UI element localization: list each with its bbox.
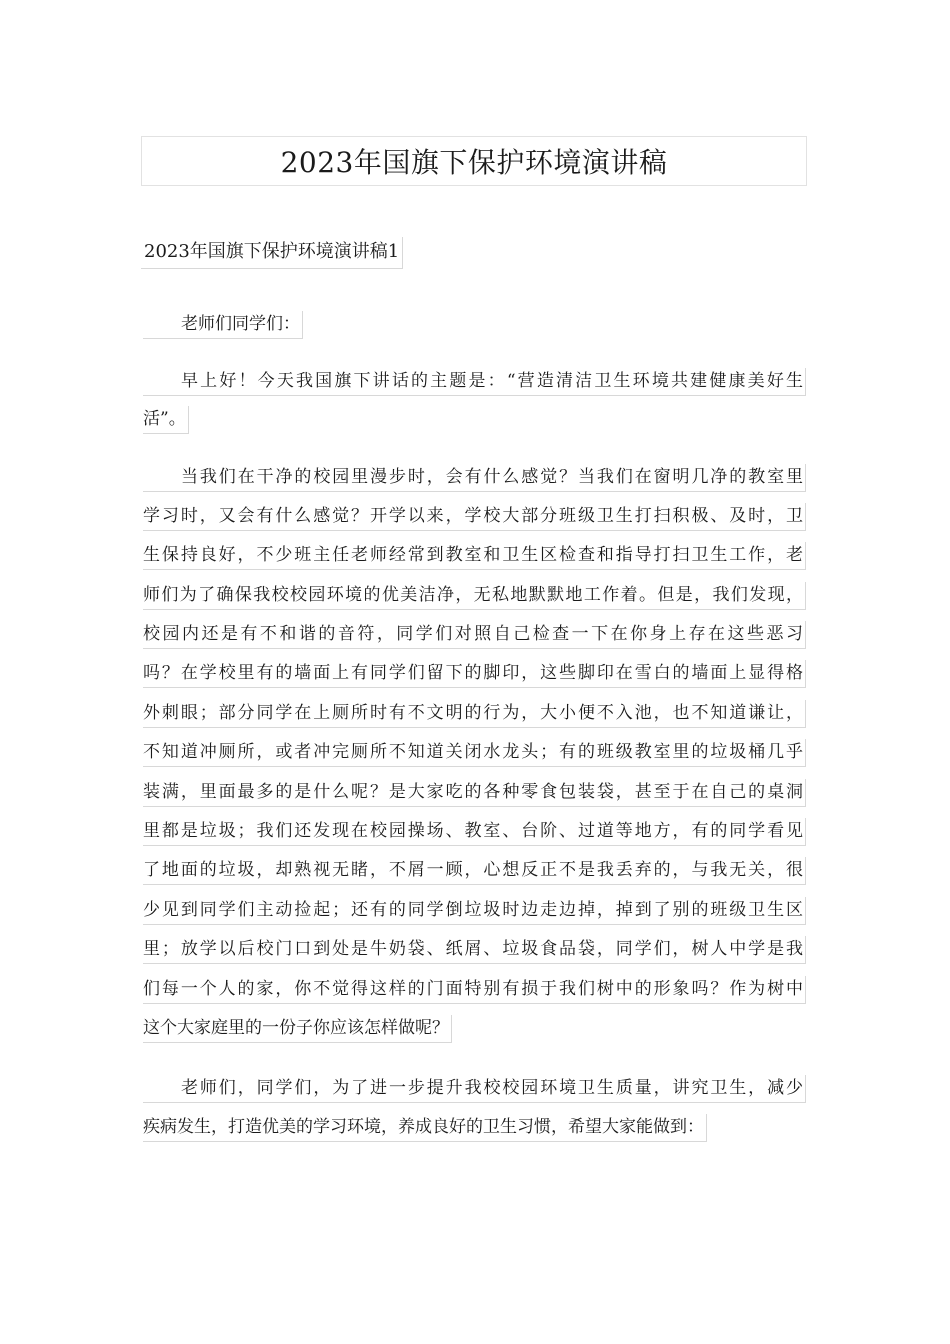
paragraph-line: 老师们，同学们，为了进一步提升我校校园环境卫生质量，讲究卫生，减少: [143, 1075, 806, 1103]
paragraph-line: 这个大家庭里的一份子你应该怎样做呢？: [143, 1015, 452, 1043]
section-heading: 2023年国旗下保护环境演讲稿1: [141, 237, 403, 269]
paragraph-line: 了地面的垃圾，却熟视无睹，不屑一顾，心想反正不是我丢弃的，与我无关，很: [143, 857, 806, 885]
paragraph-line: 们每一个人的家，你不觉得这样的门面特别有损于我们树中的形象吗？作为树中: [143, 976, 806, 1004]
paragraph-line: 里；放学以后校门口到处是牛奶袋、纸屑、垃圾食品袋，同学们，树人中学是我: [143, 936, 806, 964]
document-title: 2023年国旗下保护环境演讲稿: [280, 146, 668, 179]
paragraph-line: 校园内还是有不和谐的音符，同学们对照自己检查一下在你身上存在这些恶习: [143, 621, 806, 649]
greeting-line: 老师们同学们：: [143, 311, 303, 339]
paragraph-line: 外刺眼；部分同学在上厕所时有不文明的行为，大小便不入池，也不知道谦让，: [143, 700, 806, 728]
paragraph-line: 不知道冲厕所，或者冲完厕所不知道关闭水龙头；有的班级教室里的垃圾桶几乎: [143, 739, 806, 767]
paragraph-line: 学习时，又会有什么感觉？开学以来，学校大部分班级卫生打扫积极、及时，卫: [143, 503, 806, 531]
paragraph-line: 疾病发生，打造优美的学习环境，养成良好的卫生习惯，希望大家能做到：: [143, 1114, 707, 1142]
paragraph-line: 当我们在干净的校园里漫步时，会有什么感觉？当我们在窗明几净的教室里: [143, 464, 806, 492]
paragraph-line: 少见到同学们主动捡起；还有的同学倒垃圾时边走边掉，掉到了别的班级卫生区: [143, 897, 806, 925]
paragraph-line: 师们为了确保我校校园环境的优美洁净，无私地默默地工作着。但是，我们发现，: [143, 582, 806, 610]
paragraph-line: 活”。: [143, 406, 189, 434]
paragraph-line: 里都是垃圾；我们还发现在校园操场、教室、台阶、过道等地方，有的同学看见: [143, 818, 806, 846]
document-title-box: [141, 136, 807, 186]
paragraph-line: 生保持良好，不少班主任老师经常到教室和卫生区检查和指导打扫卫生工作，老: [143, 542, 806, 570]
paragraph-line: 早上好！今天我国旗下讲话的主题是：“营造清洁卫生环境共建健康美好生: [143, 368, 806, 396]
paragraph-line: 吗？在学校里有的墙面上有同学们留下的脚印，这些脚印在雪白的墙面上显得格: [143, 660, 806, 688]
paragraph-line: 装满，里面最多的是什么呢？是大家吃的各种零食包装袋，甚至于在自己的桌洞: [143, 779, 806, 807]
